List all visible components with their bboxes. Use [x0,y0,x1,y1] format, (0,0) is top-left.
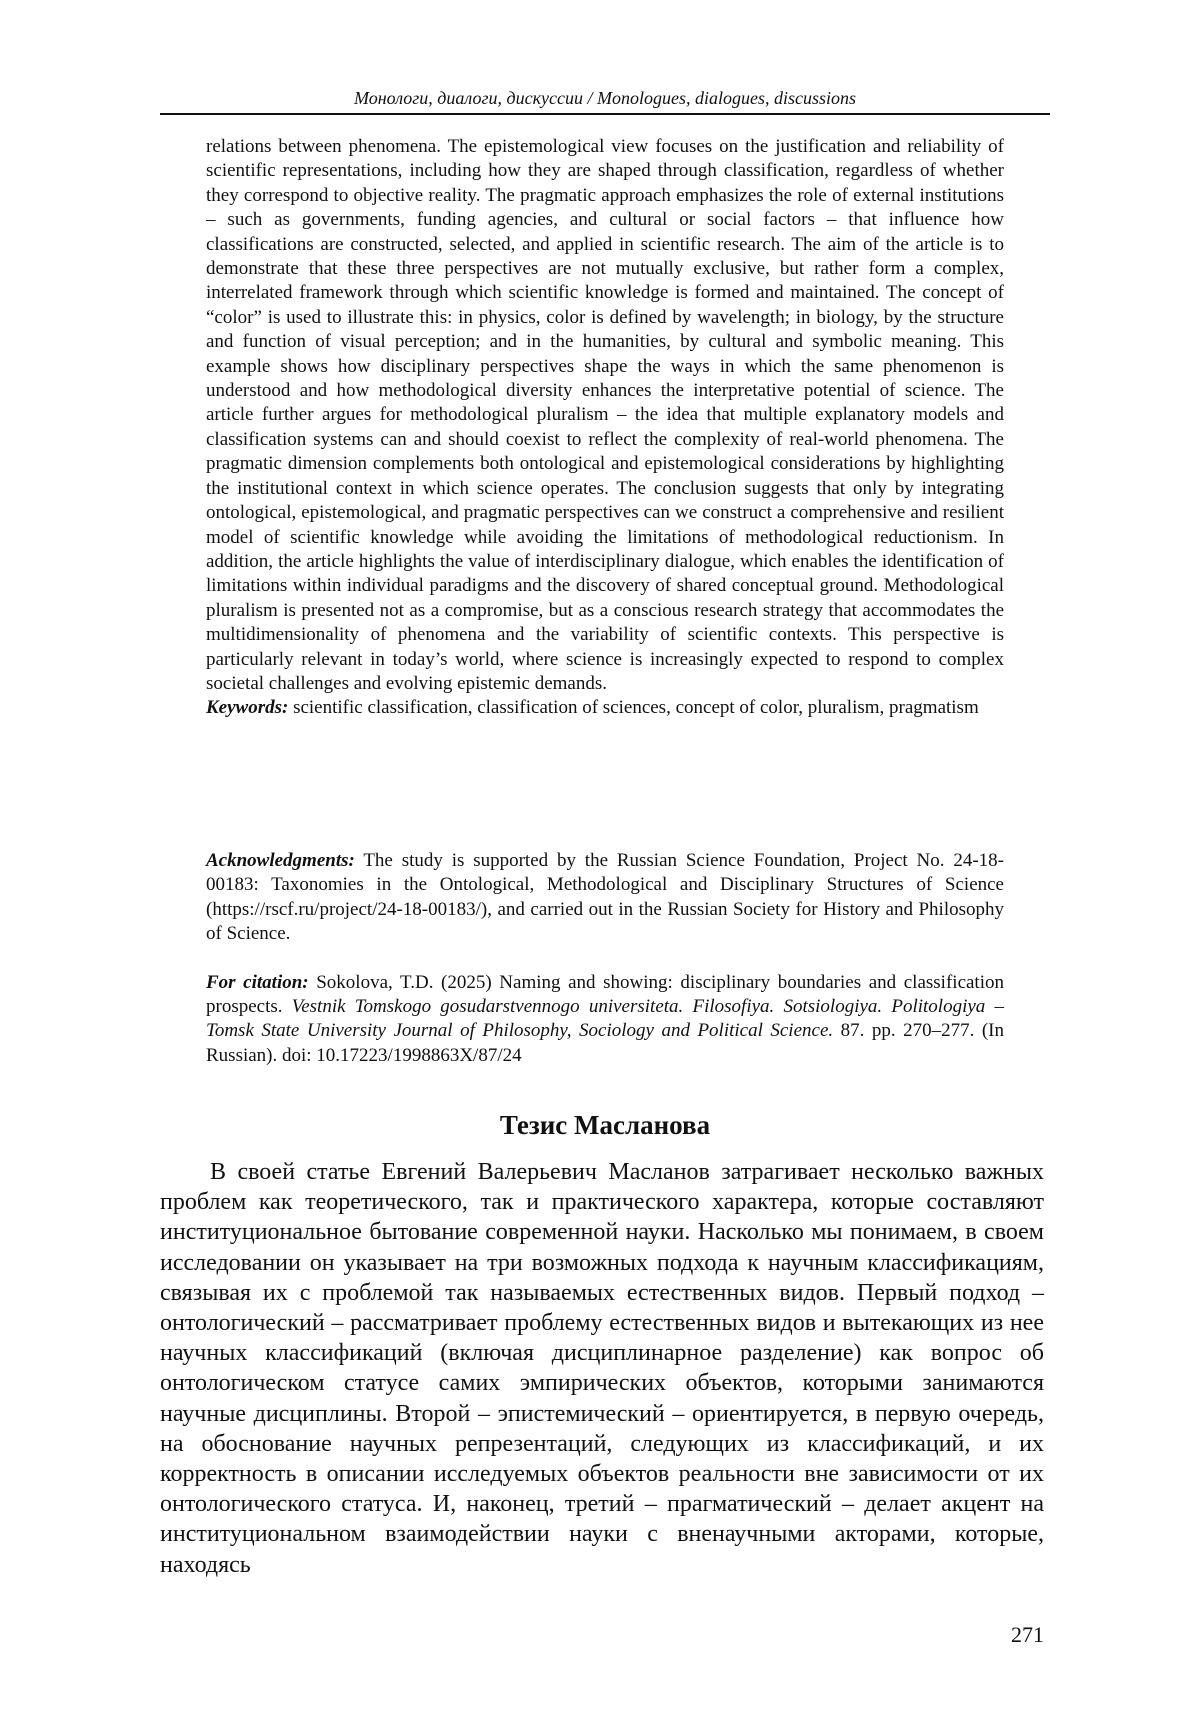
keywords-text: scientific classification, classification of sciences, concept of color, pluralism, pragmatism [288,697,979,719]
header-rule [160,113,1050,115]
citation-label: For citation: [206,971,309,993]
citation-text-before: Sokolova, T.D. (2025) Naming and showing: disciplinary boundaries and classification prospects. [206,971,1004,1018]
body-text [160,1157,1044,1580]
abstract-text: relations between phenomena. The epistemological view focuses on the justification and reliability of scientific representations, including how they are shaped through classification, regardless of whether they correspond to objective reality. The pragmatic approach emphasizes the role of external institutions – such as governments, funding agencies, and cultural or social factors – that influence how classifications are constructed, selected, and applied in scientific research. The aim of the article is to demonstrate that these three perspectives are not mutually exclusive, but rather form a complex, interrelated framework through which scientific knowledge is formed and maintained. The concept of “color” is used to illustrate this: in physics, color is defined by wavelength; in biology, by the structure and function of visual perception; and in the humanities, by cultural and symbolic meaning. This example shows how disciplinary perspectives shape the ways in which the same phenomenon is understood and how methodological diversity enhances the interpretative potential of science. The article further argues for methodological pluralism – the idea that multiple explanatory models and classification systems can and should coexist to reflect the complexity of real-world phenomena. The pragmatic dimension complements both ontological and epistemological considerations by highlighting the institutional context in which science operates. The conclusion suggests that only by integrating ontological, epistemological, and pragmatic perspectives can we construct a comprehensive and resilient model of scientific knowledge while avoiding the limitations of methodological reductionism. In addition, the article highlights the value of interdisciplinary dialogue, which enables the identification of limitations within individual paradigms and the discovery of shared conceptual ground. Methodological pluralism is presented not as a compromise, but as a conscious research strategy that accommodates the multidimensionality of phenomena and the variability of scientific contexts. This perspective is particularly relevant in today’s world, where science is increasingly expected to respond to complex societal challenges and evolving epistemic demands. [206,136,1004,694]
section-title: Тезис Масланова [499,1110,711,1140]
citation [206,971,1004,1069]
citation-text-after: 87. pp. 270–277. (In Russian). doi: 10.17223/1998863X/87/24 [206,1020,1005,1066]
running-header: Монологи, диалоги, дискуссии / Monologues, dialogues, discussions [354,88,856,108]
body-paragraph: В своей статье Евгений Валерьевич Масланов затрагивает несколько важных проблем как теоретического, так и практического характера, которые составляют институциональное бытование современной науки. Насколько мы понимаем, в своем исследовании он указывает на три возможных подхода к научным классификациям, связывая их с проблемой так называемых естественных видов. Первый подход – онтологический – рассматривает проблему естественных видов и вытекающих из нее научных классификаций (включая дисциплинарное разделение) как вопрос об онтологическом статусе самих эмпирических объектов, которыми занимаются научные дисциплины. Второй – эпистемический – ориентируется, в первую очередь, на обоснование научных репрезентаций, следующих из классификаций, и их корректность в описании исследуемых объектов реальности вне зависимости от их онтологического статуса. И, наконец, третий – прагматический – делает акцент на институциональном взаимодействии науки с вненаучными акторами, которые, находясь [160,1159,1044,1578]
abstract [206,135,1004,721]
keywords-label: Keywords: [206,697,289,719]
acknowledgments-label: Acknowledgments: [206,850,355,871]
acknowledgments-text: The study is supported by the Russian Science Foundation, Project No. 24-18-00183: Taxonomies in the Ontological, Methodological and Disciplinary Structures of Science (https://rscf.ru/project/24-18-00183/), and carried out in the Russian Society for History and Philosophy of Science. [206,850,1004,945]
keywords [206,696,1004,720]
page-number: 271 [1011,1622,1044,1647]
acknowledgments [206,849,1004,947]
citation-journal: Vestnik Tomskogo gosudarstvennogo universiteta. Filosofiya. Sotsiologiya. Politologiya – Tomsk State University Journal of Philosophy, Sociology and Political Science. [206,996,1004,1042]
article-notes [206,849,1004,1068]
